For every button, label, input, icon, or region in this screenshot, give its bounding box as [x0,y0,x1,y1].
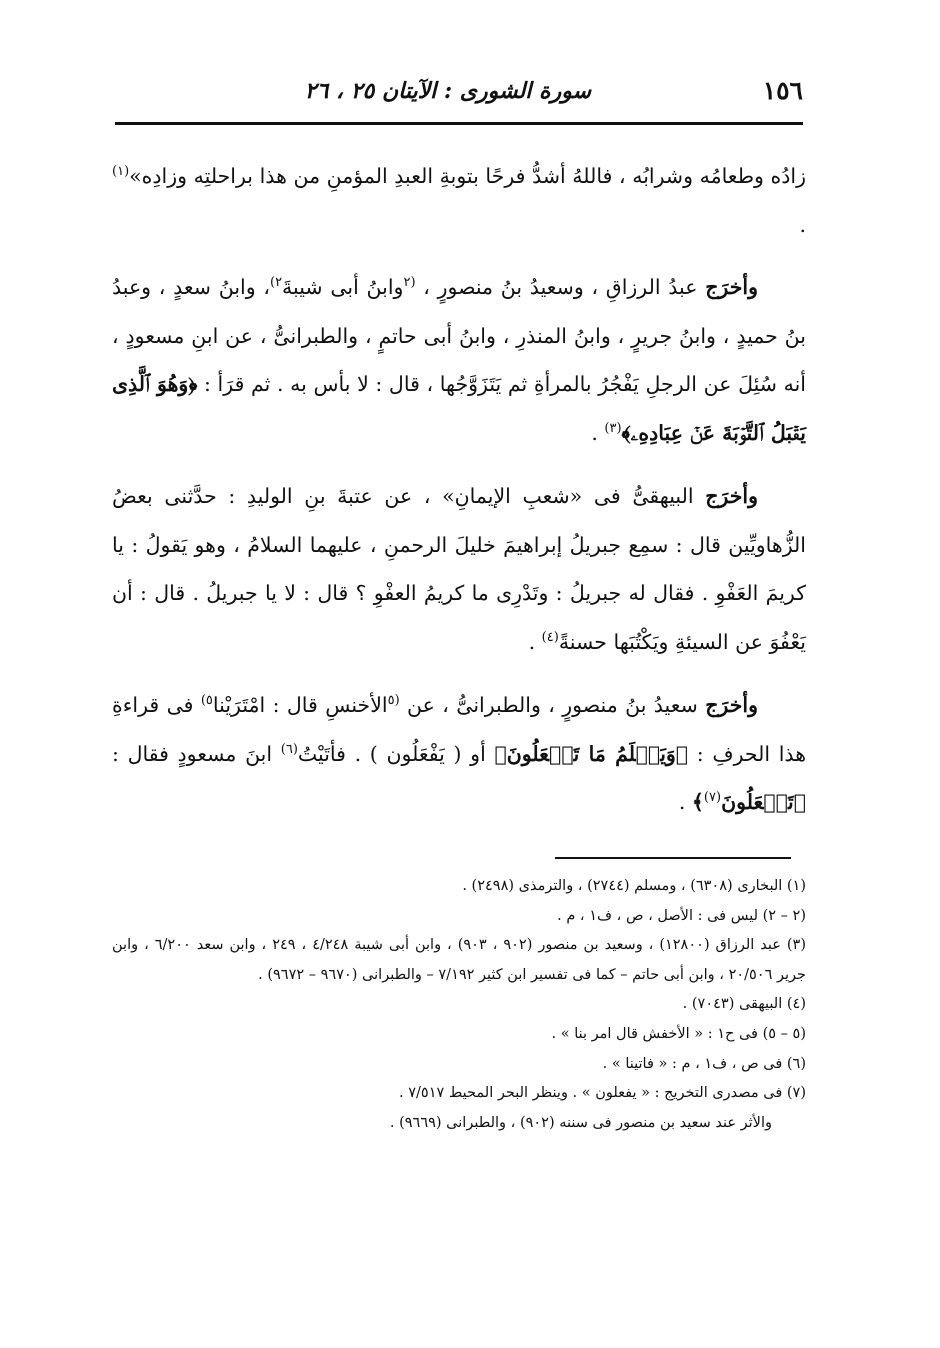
footnote-ref-2-open: (٢ [403,275,416,291]
paragraph-2-segment-1: عبدُ الرزاقِ ، وسعيدُ بنُ منصورٍ ، [415,275,706,299]
footnote-2: (٢ – ٢) ليس فى : الأصل ، ص ، ف١ ، م . [557,907,806,924]
footnote-7-continuation: والأثر عند سعيد بن منصور فى سننه (٩٠٢) ، والطبرانى (٩٦٦٩) . [389,1114,772,1131]
footnote-ref-5-open: (٥ [387,693,400,709]
paragraph-3-lead: وأخرَج [705,484,758,508]
footnote-rule [555,857,791,859]
paragraph-4-segment-5: ابنَ مسعودٍ فقال : [112,741,281,766]
footnote-6: (٦) فى ص ، ف١ ، م : « فاتينا » . [602,1055,806,1072]
quran-verse-3: ﴿تَفۡعَلُونَ [721,790,806,814]
footnote-ref-3: (٣) [604,420,622,436]
footnote-ref-7: (٧) [703,790,722,806]
main-text [112,152,806,842]
paragraph-1-text: زادُه وطعامُه وشرابُه ، فاللهُ أشدُّ فرحًا بتوبةِ العبدِ المؤمنِ من هذا براحلتِه وزادِه» [129,164,806,188]
page-number: ١٥٦ [762,76,803,105]
footnote-1: (١) البخارى (٦٣٠٨) ، ومسلم (٢٧٤٤) ، والترمذى (٢٤٩٨) . [462,878,806,894]
footnote-ref-1: (١) [112,164,130,180]
paragraph-2 [112,263,806,457]
footnote-ref-4: (٤) [541,629,559,645]
header-rule [115,122,803,125]
paragraph-4-segment-1: سعيدُ بنُ منصورٍ ، والطبرانىُّ ، عن [399,693,706,717]
paragraph-2-segment-3: ، وابنُ سعدٍ ، وعبدُ بنُ حميدٍ ، وابنُ جريرٍ ، وابنُ المنذرِ ، وابنُ أبى حاتمٍ ، والطبرانىُّ ، عن ابنِ مسعودٍ ، أنه سُئِلَ عن الرجلِ يَفْجُرُ بالمرأةِ ثم يَتَزَوَّجُها ، قال : لا بأس به . ثم قرَأ : [112,275,806,396]
paragraph-2-lead: وأخرَج [705,275,759,299]
footnote-5: (٥ – ٥) فى ح١ : « الأخفش قال امر بنا » . [551,1025,806,1042]
paragraph-2-segment-2: وابنُ أبى شيبةَ [282,275,404,299]
page-header [115,74,803,114]
footnote-7: (٧) فى مصدرى التخريج : « يفعلون » . وينظر البحر المحيط ٧/٥١٧ . [399,1085,806,1102]
footnote-ref-5-close: ٥) [200,693,213,709]
paragraph-3 [112,472,806,666]
quran-verse-3-close: ﴾ [691,790,704,814]
paragraph-1 [112,152,806,249]
quran-verse-1: ﴿وَهُوَ ٱلَّذِى يَقۡبَلُ ٱلتَّوۡبَةَ عَنۡ عِبَادِهِۦ﴾ [112,372,806,445]
footnotes [112,872,806,1138]
paragraph-4-end: . [678,790,692,814]
paragraph-1-end: . [799,212,806,237]
footnote-4: (٤) البيهقى (٧٠٤٣) . [682,996,806,1013]
paragraph-3-end: . [528,629,542,654]
paragraph-4-segment-3: فى قراءةِ هذا الحرفِ : [112,693,807,766]
paragraph-4-segment-4: أو ( يَفْعَلُون ) . فأتَيْتُ [297,741,495,766]
footnote-ref-2-close: ٢) [269,275,283,291]
paragraph-3-text: البيهقىُّ فى «شعبِ الإيمانِ» ، عن عتبةَ بنِ الوليدِ : حدَّثنى بعضُ الزُّهاويِّين قال : سمِع جبريلُ إبراهيمَ خليلَ الرحمنِ ، عليهما السلامُ ، وهو يَقولُ : يا كريمَ العَفْوِ . فقال له جبريلُ : وتَدْرِى ما كريمُ العفْوِ ؟ قال : لا يا جبريلُ . قال : أن يَعْفُوَ عن السيئةِ ويَكْتُبَها حسنةً [112,484,806,654]
quran-verse-2: ﴿وَيَعۡلَمُ مَا تَفۡعَلُونَ﴾ [494,741,689,766]
paragraph-4-segment-2: الأخنسِ قال : امْتَرَيْنا [212,693,388,717]
paragraph-4 [112,681,806,827]
paragraph-2-end: . [591,420,605,445]
footnote-3: (٣) عبد الرزاق (١٢٨٠٠) ، وسعيد بن منصور (٩٠٢ ، ٩٠٣) ، وابن أبى شيبة ٤/٢٤٨ ، ٢٤٩ ، وابن سعد ٦/٢٠٠ ، وابن جرير ٢٠/٥٠٦ ، وابن أبى حاتم – كما فى تفسير ابن كثير ٧/١٩٢ – والطبرانى (٩٦٧٠ – ٩٦٧٢) . [112,937,806,983]
footnote-ref-6: (٦) [280,741,298,757]
running-title: سورة الشورى : الآيتان ٢٥ ، ٢٦ [304,78,591,104]
paragraph-4-lead: وأخرَج [705,693,758,717]
